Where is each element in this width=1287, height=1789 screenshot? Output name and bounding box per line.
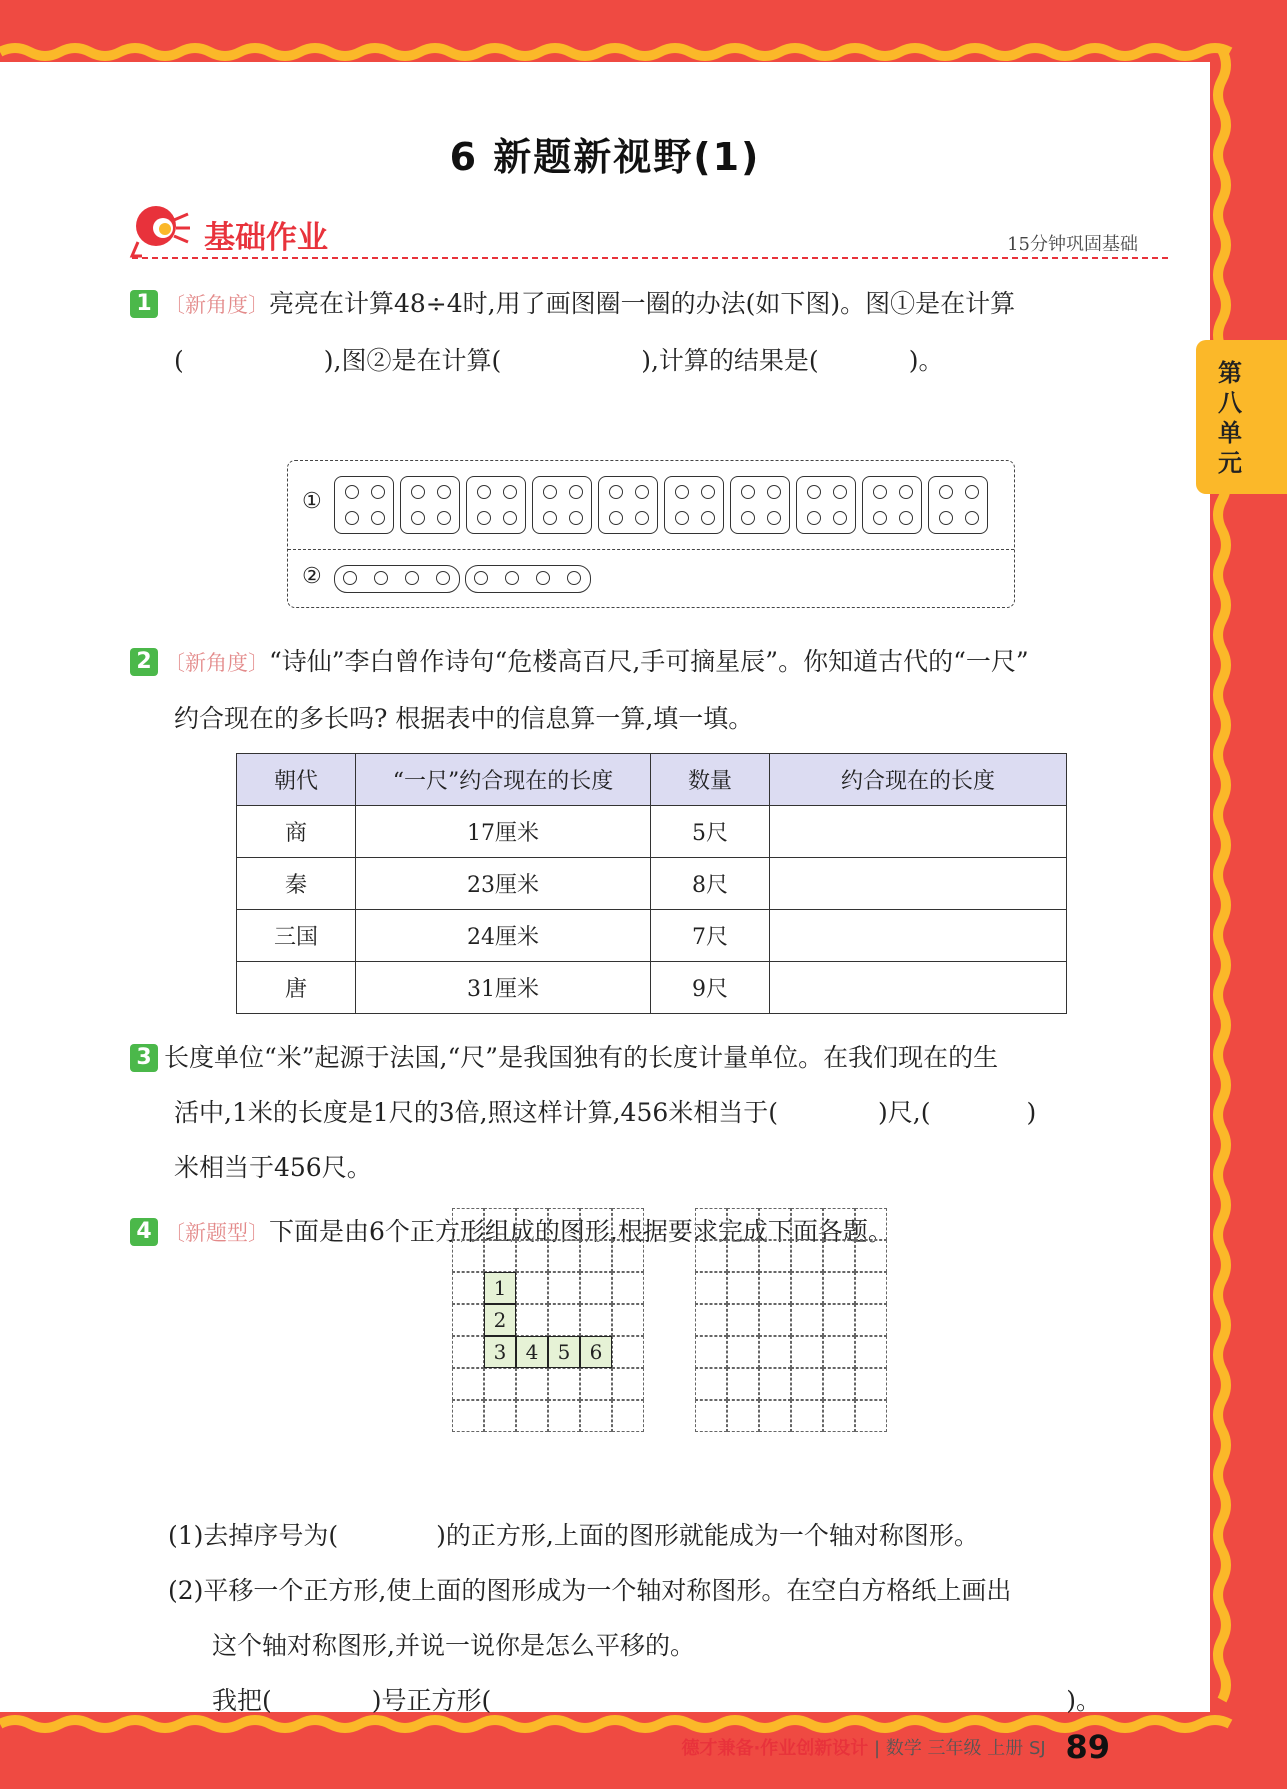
question-text: “诗仙”李白曾作诗句“危楼高百尺,手可摘星辰”。你知道古代的“一尺” [269,647,1029,676]
circle-dot [343,571,357,585]
circle-group [465,565,591,593]
circle-dot [437,511,451,525]
footer-brand: 德才兼备·作业创新设计 [681,1738,869,1759]
grid-cell [727,1400,759,1432]
circle-dot [807,485,821,499]
circle-dot [543,485,557,499]
grid-cell [612,1400,644,1432]
circle-dot [371,485,385,499]
grid-cell [452,1272,484,1304]
grid-cell [452,1368,484,1400]
circle-dot [767,511,781,525]
circle-group [796,476,856,534]
grid-cell [823,1368,855,1400]
grid-cell [759,1272,791,1304]
question-number: 1 [130,290,158,318]
grid-cell [855,1304,887,1336]
circle-dot [477,511,491,525]
grid-cell [548,1208,580,1240]
question-number: 4 [130,1218,158,1246]
circle-figure-box [287,460,1015,608]
table-header: 数量 [651,754,770,806]
circle-dot [899,485,913,499]
question-text: 下面是由6个正方形组成的图形,根据要求完成下面各题。 [269,1217,893,1246]
blank-grid-paper[interactable] [695,1208,887,1432]
grid-cell [759,1336,791,1368]
grid-cell [612,1336,644,1368]
grid-cell [759,1368,791,1400]
circle-dot [767,485,781,499]
circle-dot [543,511,557,525]
circle-dot [569,485,583,499]
bell-icon [128,202,192,258]
grid-cell [612,1240,644,1272]
circle-dot [833,485,847,499]
grid-cell [727,1272,759,1304]
grid-cell [548,1304,580,1336]
grid-cell [484,1368,516,1400]
section-divider [132,257,1168,259]
circle-dot [503,485,517,499]
table-row [237,962,1067,1014]
table-cell: 8尺 [651,858,770,910]
question-2 [130,634,1170,746]
circle-group [532,476,592,534]
grid-cell [823,1336,855,1368]
grid-cell [695,1208,727,1240]
circle-group [334,476,394,534]
grid-cell [484,1400,516,1432]
circle-dot [477,485,491,499]
table-cell: 23厘米 [356,858,651,910]
circle-dot [701,485,715,499]
circle-dot [939,485,953,499]
circle-group [334,565,460,593]
grid-cell [452,1400,484,1432]
table-cell: 秦 [237,858,356,910]
table-header: 朝代 [237,754,356,806]
text-fragment: ) [1026,1098,1037,1127]
grid-cell [791,1304,823,1336]
footer-info: | 数学 三年级 上册 SJ [874,1738,1046,1759]
question-number: 3 [130,1044,158,1072]
circle-group [862,476,922,534]
table-header: “一尺”约合现在的长度 [356,754,651,806]
numbered-square: 1 [484,1272,516,1304]
page-number: 89 [1065,1728,1110,1766]
figure-label-1: ① [302,489,322,514]
grid-cell [580,1304,612,1336]
question-1 [130,276,1170,388]
circle-dot [899,511,913,525]
circle-dot [437,485,451,499]
table-cell: 7尺 [651,910,770,962]
grid-cell [580,1272,612,1304]
circle-dot [675,485,689,499]
grid-paper-with-figure [452,1208,644,1432]
grid-cell [791,1272,823,1304]
circle-dot [503,511,517,525]
numbered-square: 5 [548,1336,580,1368]
grid-cell [727,1368,759,1400]
grid-cell [548,1368,580,1400]
circle-dot [609,511,623,525]
circle-dot [345,511,359,525]
circle-dot [374,571,388,585]
question-number: 2 [130,648,158,676]
grid-cell [580,1400,612,1432]
text-fragment: 我把( [212,1686,272,1715]
grid-cell [727,1304,759,1336]
question-text-line: (2)平移一个正方形,使上面的图形成为一个轴对称图形。在空白方格纸上画出 [168,1576,1012,1605]
grid-cell [612,1208,644,1240]
circle-group [664,476,724,534]
circle-dot [939,511,953,525]
grid-cell [791,1400,823,1432]
text-fragment: )的正方形,上面的图形就能成为一个轴对称图形。 [436,1521,979,1550]
grid-cell [823,1272,855,1304]
circle-dot [873,485,887,499]
text-fragment: )。 [908,346,944,375]
grid-cell [855,1240,887,1272]
unit-side-tab [1196,340,1287,494]
grid-cell [516,1304,548,1336]
circle-dot [741,485,755,499]
circle-dot [609,485,623,499]
numbered-square: 3 [484,1336,516,1368]
grid-cell [516,1368,548,1400]
section-title: 基础作业 [204,220,328,256]
question-tag: 〔新角度〕 [164,651,269,675]
circle-dot [965,511,979,525]
question-text-line: 这个轴对称图形,并说一说你是怎么平移的。 [212,1631,695,1660]
text-fragment: ),计算的结果是( [641,346,819,375]
grid-cell [823,1208,855,1240]
page-sheet [0,62,1210,1766]
circle-dot [567,571,581,585]
circle-group [400,476,460,534]
grid-cell [695,1336,727,1368]
circle-dot [965,485,979,499]
circle-dot [536,571,550,585]
grid-cell [695,1240,727,1272]
circle-dot [635,511,649,525]
figure-label-2: ② [302,564,322,589]
grid-cell [516,1208,548,1240]
question-tag: 〔新角度〕 [164,293,269,317]
table-row [237,806,1067,858]
circle-dot [436,571,450,585]
grid-cell [759,1240,791,1272]
grid-cell [548,1272,580,1304]
circle-dot [873,511,887,525]
grid-cell [759,1304,791,1336]
page-title: 6 新题新视野(1) [449,135,761,179]
figure-divider [288,549,1014,550]
grid-cell [727,1240,759,1272]
numbered-square: 6 [580,1336,612,1368]
grid-cell [580,1368,612,1400]
circle-group [730,476,790,534]
table-cell: 唐 [237,962,356,1014]
circle-dot [411,485,425,499]
grid-cell [759,1400,791,1432]
circle-dot [405,571,419,585]
grid-cell [727,1336,759,1368]
circle-dot [675,511,689,525]
table-row [237,910,1067,962]
question-tag: 〔新题型〕 [164,1221,269,1245]
grid-cell [548,1240,580,1272]
numbered-square: 4 [516,1336,548,1368]
grid-cell [612,1272,644,1304]
question-3 [130,1030,1170,1195]
grid-cell [484,1240,516,1272]
table-cell: 17厘米 [356,806,651,858]
circle-dot [807,511,821,525]
page-footer [681,1728,1110,1766]
circle-dot [569,511,583,525]
text-fragment: 活中,1米的长度是1尺的3倍,照这样计算,456米相当于( [174,1098,779,1127]
table-cell: 三国 [237,910,356,962]
circle-dot [411,511,425,525]
unit-tab-label: 第八单元 [1218,359,1242,477]
circle-group [598,476,658,534]
grid-cell [580,1240,612,1272]
grid-cell [855,1272,887,1304]
grid-cell [516,1240,548,1272]
circle-dot [833,511,847,525]
grid-cell [612,1368,644,1400]
section-header [128,202,1168,258]
question-4-parts [168,1508,1178,1728]
grid-cell [612,1304,644,1336]
grid-cell [727,1208,759,1240]
answer-cell[interactable] [770,910,1067,962]
grid-cell [855,1400,887,1432]
grid-cell [791,1336,823,1368]
grid-cell [823,1304,855,1336]
text-fragment: )。 [1066,1686,1102,1715]
question-text: 亮亮在计算48÷4时,用了画图圈一圈的办法(如下图)。图①是在计算 [269,289,1016,318]
dynasty-table [236,753,1067,1014]
numbered-square: 2 [484,1304,516,1336]
grid-cell [695,1400,727,1432]
grid-cell [791,1208,823,1240]
circle-dot [505,571,519,585]
grid-cell [452,1208,484,1240]
table-cell: 9尺 [651,962,770,1014]
answer-cell[interactable] [770,806,1067,858]
grid-cell [452,1304,484,1336]
grid-cell [516,1272,548,1304]
grid-cell [855,1368,887,1400]
grid-cell [791,1368,823,1400]
table-header: 约合现在的长度 [770,754,1067,806]
answer-cell[interactable] [770,858,1067,910]
grid-cell [695,1272,727,1304]
grid-cell [548,1400,580,1432]
circle-group [928,476,988,534]
circle-dot [474,571,488,585]
table-cell: 31厘米 [356,962,651,1014]
table-cell: 5尺 [651,806,770,858]
grid-cell [452,1240,484,1272]
circle-dot [741,511,755,525]
grid-cell [580,1208,612,1240]
circle-group [466,476,526,534]
question-4 [130,1204,1170,1261]
grid-cell [823,1400,855,1432]
table-cell: 24厘米 [356,910,651,962]
question-text: 长度单位“米”起源于法国,“尺”是我国独有的长度计量单位。在我们现在的生 [164,1043,999,1072]
circle-dot [371,511,385,525]
grid-cell [484,1208,516,1240]
answer-cell[interactable] [770,962,1067,1014]
grid-cell [791,1240,823,1272]
grid-cell [855,1336,887,1368]
grid-cell [695,1368,727,1400]
circle-dot [701,511,715,525]
grid-cell [823,1240,855,1272]
grid-cell [516,1400,548,1432]
text-fragment: )尺,( [878,1098,931,1127]
question-text-line: 米相当于456尺。 [174,1153,372,1182]
circle-dot [635,485,649,499]
section-subtitle: 15分钟巩固基础 [1007,234,1138,255]
text-fragment: ),图②是在计算( [323,346,502,375]
text-fragment: (1)去掉序号为( [168,1521,339,1550]
table-row [237,858,1067,910]
table-header-row [237,754,1067,806]
text-fragment: )号正方形( [371,1686,492,1715]
grid-cell [695,1304,727,1336]
circle-dot [345,485,359,499]
grid-cell [452,1336,484,1368]
grid-cell [759,1208,791,1240]
question-text-line: 约合现在的多长吗? 根据表中的信息算一算,填一填。 [174,704,754,733]
grid-cell [855,1208,887,1240]
text-fragment: ( [174,346,184,375]
table-cell: 商 [237,806,356,858]
